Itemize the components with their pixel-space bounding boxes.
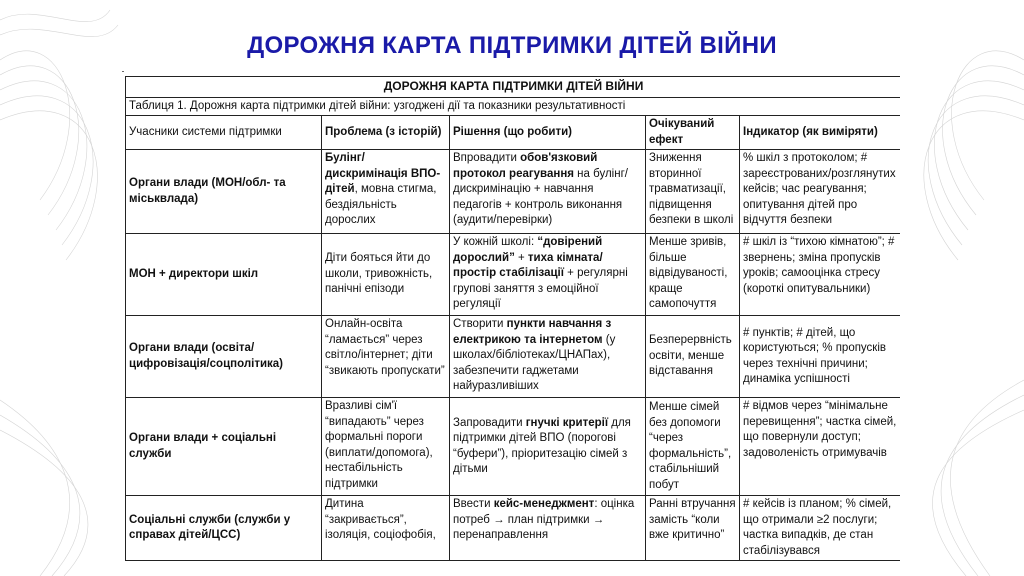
solution-text: + регулярні групові заняття з емоційної регуляції bbox=[453, 267, 628, 310]
problem-cell bbox=[322, 150, 450, 234]
solution-bold: тиха кімната/простір стабілізації bbox=[453, 251, 603, 279]
solution-text: Створити bbox=[453, 318, 507, 330]
solution-bold: пункти навчання з електрикою та інтернетом bbox=[453, 318, 612, 346]
table-title: ДОРОЖНЯ КАРТА ПІДТРИМКИ ДІТЕЙ ВІЙНИ bbox=[126, 77, 901, 98]
problem-text: , мовна стигма, бездіяльність дорослих bbox=[325, 183, 437, 226]
solution-bold: “довірений дорослий” bbox=[453, 236, 603, 264]
solution-text: У кожній школі: bbox=[453, 236, 538, 248]
actor-cell: Органи влади (МОН/обл- та міськвлада) bbox=[126, 150, 322, 234]
solution-bold: обов'язковий протокол реагування bbox=[453, 152, 598, 180]
actor-cell: Органи влади + соціальні служби bbox=[126, 398, 322, 496]
solution-text: Впровадити bbox=[453, 152, 521, 164]
indicator-cell: % шкіл з протоколом; # зареєстрованих/розглянутих кейсів; час реагування; опитування дітей про відчуття безпеки bbox=[740, 150, 901, 234]
problem-cell: Онлайн-освіта “ламається” через світло/інтернет; діти “звикають пропускати” bbox=[322, 316, 450, 398]
table-row bbox=[126, 496, 901, 561]
solution-cell bbox=[450, 316, 646, 398]
effect-cell: Менше зривів, більше відвідуваності, краще самопочуття bbox=[646, 234, 740, 316]
solution-text: + bbox=[514, 251, 528, 264]
problem-cell: Діти бояться йти до школи, тривожність, панічні епізоди bbox=[322, 234, 450, 316]
indicator-cell: # шкіл із “тихою кімнатою”; # звернень; зміна пропусків уроків; самооцінка стресу (короткі опитувальники) bbox=[740, 234, 901, 316]
actor-cell: Соціальні служби (служби у справах дітей/ЦСС) bbox=[126, 496, 322, 561]
effect-cell: Ранні втручання замість “коли вже критично” bbox=[646, 496, 740, 561]
table-row bbox=[126, 150, 901, 234]
solution-text: Ввести bbox=[453, 498, 494, 510]
header-problem: Проблема (з історій) bbox=[322, 116, 450, 150]
problem-cell: Вразливі сім'ї “випадають” через формальні пороги (виплати/допомога), нестабільність підтримки bbox=[322, 398, 450, 496]
header-solution: Рішення (що робити) bbox=[450, 116, 646, 150]
actor-cell: Органи влади (освіта/цифровізація/соцполітика) bbox=[126, 316, 322, 398]
header-effect: Очікуваний ефект bbox=[646, 116, 740, 150]
problem-bold: Булінг/дискримінація ВПО-дітей bbox=[325, 152, 441, 195]
solution-text: (у школах/бібліотеках/ЦНАПах), забезпечити гаджетами найуразливіших bbox=[453, 333, 616, 392]
roadmap-table bbox=[125, 76, 900, 561]
solution-cell bbox=[450, 234, 646, 316]
solution-bold: кейс-менеджмент bbox=[493, 498, 595, 510]
problem-cell: Дитина “закривається”, ізоляція, соціофобія, bbox=[322, 496, 450, 561]
document-image bbox=[122, 72, 900, 576]
table-header-row bbox=[126, 116, 901, 150]
solution-text: для підтримки дітей ВПО (порогові “буфери”), пріоритезацію сімей з дітьми bbox=[453, 416, 631, 475]
header-indicator: Індикатор (як виміряти) bbox=[740, 116, 901, 150]
effect-cell: Менше сімей без допомоги “через формальність”, стабільніший побут bbox=[646, 398, 740, 496]
slide-title: ДОРОЖНЯ КАРТА ПІДТРИМКИ ДІТЕЙ ВІЙНИ bbox=[247, 32, 777, 59]
solution-bold: гнучкі критерії bbox=[525, 416, 609, 429]
table-row bbox=[126, 234, 901, 316]
effect-cell: Безперервність освіти, менше відставання bbox=[646, 316, 740, 398]
actor-cell: МОН + директори шкіл bbox=[126, 234, 322, 316]
solution-text: : оцінка потреб → план підтримки → перенаправлення bbox=[453, 498, 635, 541]
solution-cell bbox=[450, 496, 646, 561]
table-row bbox=[126, 316, 901, 398]
solution-cell bbox=[450, 398, 646, 496]
table-caption: Таблиця 1. Дорожня карта підтримки дітей війни: узгоджені дії та показники результативності bbox=[126, 97, 901, 116]
indicator-cell: # пунктів; # дітей, що користуються; % пропусків через технічні причини; динаміка успішності bbox=[740, 316, 901, 398]
effect-cell: Зниження вторинної травматизації, підвищення безпеки в школі bbox=[646, 150, 740, 234]
solution-cell bbox=[450, 150, 646, 234]
solution-text: на булінг/дискримінацію + навчання педагогів + контроль виконання (аудити/перевірки) bbox=[453, 167, 628, 226]
header-actor: Учасники системи підтримки bbox=[126, 116, 322, 150]
solution-text: Запровадити bbox=[453, 416, 526, 429]
indicator-cell: # відмов через “мінімальне перевищення”; частка сімей, що повернули доступ; задоволеність отримувачів bbox=[740, 398, 901, 496]
indicator-cell: # кейсів із планом; % сімей, що отримали ≥2 послуги; частка випадків, де стан стабілізувався bbox=[740, 496, 901, 561]
table-row bbox=[126, 398, 901, 496]
